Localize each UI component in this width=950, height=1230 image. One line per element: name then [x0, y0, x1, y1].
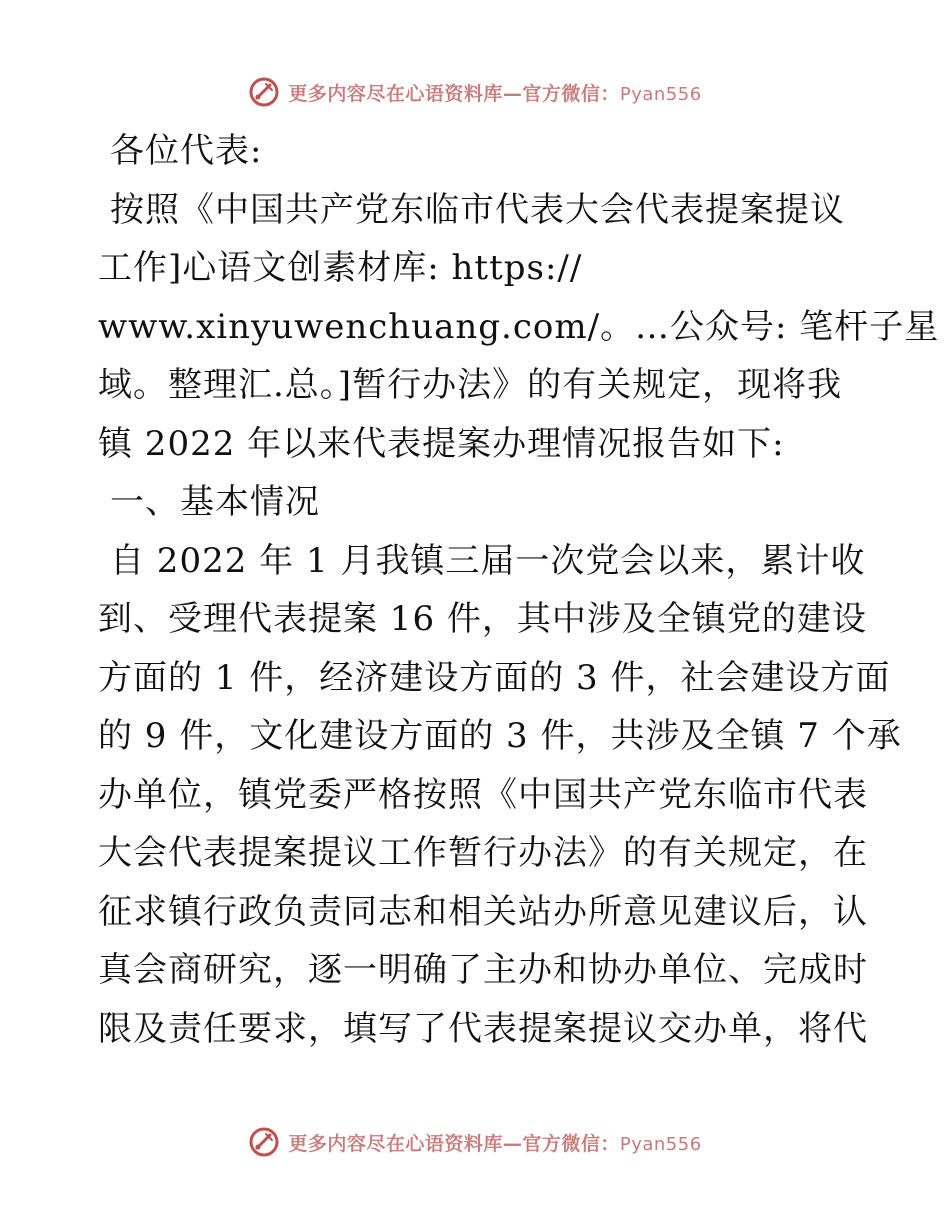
watermark-text: [288, 79, 701, 106]
watermark-footer: [0, 1122, 950, 1162]
xinyu-logo-icon: [248, 76, 280, 108]
section-heading: 一、基本情况: [110, 482, 320, 522]
watermark-header: [0, 72, 950, 112]
paragraph-line: 限及责任要求，填写了代表提案提议交办单，将代: [98, 1008, 868, 1049]
document-body: [98, 122, 940, 1058]
salutation: 各位代表:: [110, 131, 263, 171]
xinyu-logo-icon: [248, 1126, 280, 1158]
watermark-label: 更多内容尽在心语资料库—官方微信：: [288, 82, 620, 105]
paragraph-line: 真会商研究，逐一明确了主办和协办单位、完成时: [98, 950, 868, 990]
paragraph-line: 方面的 1 件，经济建设方面的 3 件，社会建设方面: [98, 657, 891, 698]
paragraph-line: 域。整理汇.总。]暂行办法》的有关规定，现将我: [98, 365, 843, 405]
watermark-wechat-id: Pyan556: [619, 1133, 702, 1155]
paragraph-line: www.xinyuwenchuang.com/。…公众号: 笔杆子星: [98, 306, 940, 347]
watermark-wechat-id: Pyan556: [619, 83, 702, 105]
watermark-label: 更多内容尽在心语资料库—官方微信：: [288, 1132, 620, 1155]
watermark-text: [288, 1129, 701, 1156]
paragraph-line: 按照《中国共产党东临市代表大会代表提案提议: [110, 189, 845, 230]
paragraph-line: 征求镇行政负责同志和相关站办所意见建议后，认: [98, 891, 868, 932]
paragraph-line: 办单位，镇党委严格按照《中国共产党东临市代表: [98, 774, 868, 815]
paragraph-line: 自 2022 年 1 月我镇三届一次党会以来，累计收: [110, 540, 866, 581]
paragraph-line: 的 9 件，文化建设方面的 3 件，共涉及全镇 7 个承: [98, 716, 902, 756]
paragraph-line: 工作]心语文创素材库: https://: [98, 248, 583, 288]
paragraph-line: 大会代表提案提议工作暂行办法》的有关规定，在: [98, 833, 868, 873]
paragraph-line: 到、受理代表提案 16 件，其中涉及全镇党的建设: [98, 599, 867, 639]
paragraph-line: 镇 2022 年以来代表提案办理情况报告如下:: [98, 423, 785, 464]
